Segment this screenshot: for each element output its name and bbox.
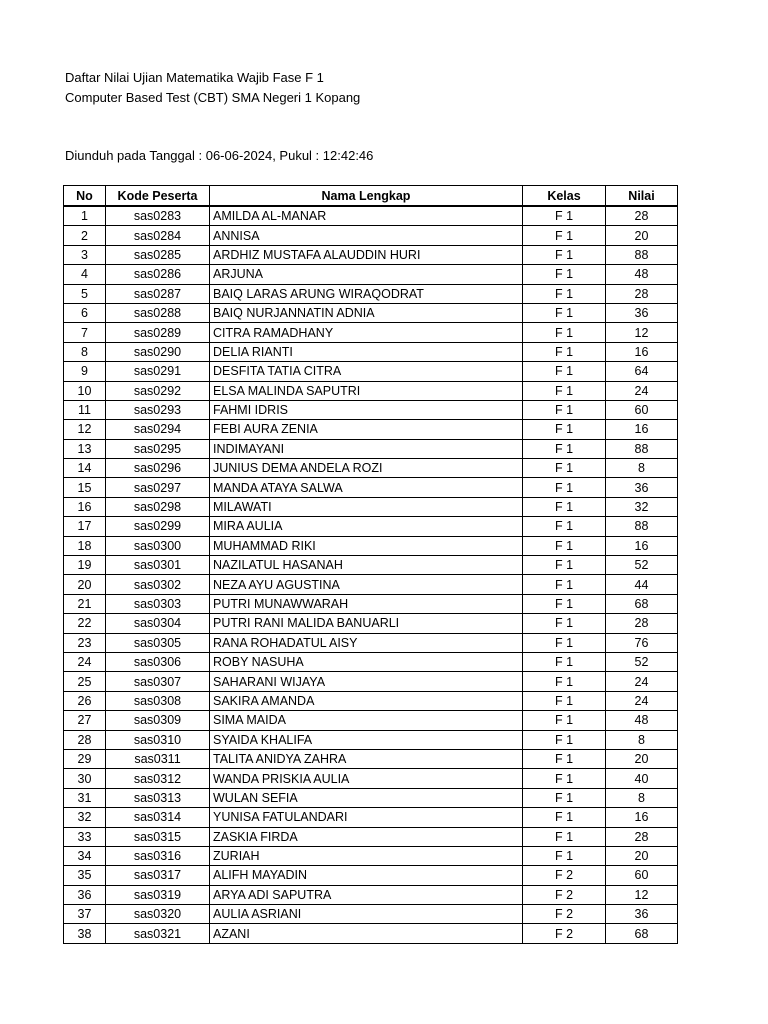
column-header-nilai: Nilai — [606, 186, 678, 207]
table-row — [64, 827, 678, 846]
table-row — [64, 633, 678, 652]
cell-kelas: F 1 — [523, 284, 606, 303]
cell-kelas: F 1 — [523, 575, 606, 594]
cell-kode-peserta: sas0291 — [106, 362, 210, 381]
cell-kode-peserta: sas0292 — [106, 381, 210, 400]
cell-no: 2 — [64, 226, 106, 245]
cell-kelas: F 1 — [523, 730, 606, 749]
table-row — [64, 808, 678, 827]
table-row — [64, 905, 678, 924]
cell-nilai: 68 — [606, 594, 678, 613]
cell-no: 28 — [64, 730, 106, 749]
download-timestamp: Diunduh pada Tanggal : 06-06-2024, Pukul : 12:42:46 — [65, 148, 374, 163]
cell-no: 32 — [64, 808, 106, 827]
table-row — [64, 517, 678, 536]
cell-kode-peserta: sas0296 — [106, 459, 210, 478]
cell-kelas: F 1 — [523, 536, 606, 555]
cell-kelas: F 1 — [523, 303, 606, 322]
cell-nama-lengkap: WULAN SEFIA — [210, 788, 523, 807]
cell-no: 16 — [64, 497, 106, 516]
cell-no: 23 — [64, 633, 106, 652]
cell-kode-peserta: sas0310 — [106, 730, 210, 749]
cell-nama-lengkap: JUNIUS DEMA ANDELA ROZI — [210, 459, 523, 478]
cell-no: 18 — [64, 536, 106, 555]
table-row — [64, 381, 678, 400]
table-row — [64, 614, 678, 633]
cell-nilai: 52 — [606, 556, 678, 575]
cell-nama-lengkap: ARJUNA — [210, 265, 523, 284]
document-subtitle: Computer Based Test (CBT) SMA Negeri 1 Kopang — [65, 90, 361, 105]
cell-no: 34 — [64, 846, 106, 865]
cell-nilai: 28 — [606, 614, 678, 633]
column-header-no: No — [64, 186, 106, 207]
cell-kode-peserta: sas0316 — [106, 846, 210, 865]
cell-kode-peserta: sas0317 — [106, 866, 210, 885]
cell-nilai: 48 — [606, 265, 678, 284]
cell-nilai: 88 — [606, 517, 678, 536]
cell-nilai: 64 — [606, 362, 678, 381]
cell-kelas: F 1 — [523, 206, 606, 226]
cell-kode-peserta: sas0298 — [106, 497, 210, 516]
cell-kelas: F 1 — [523, 691, 606, 710]
table-row — [64, 265, 678, 284]
cell-nama-lengkap: ROBY NASUHA — [210, 652, 523, 671]
cell-nilai: 24 — [606, 691, 678, 710]
cell-nilai: 68 — [606, 924, 678, 943]
cell-kode-peserta: sas0285 — [106, 245, 210, 264]
table-row — [64, 711, 678, 730]
cell-kode-peserta: sas0287 — [106, 284, 210, 303]
table-body — [64, 206, 678, 943]
cell-no: 15 — [64, 478, 106, 497]
cell-kode-peserta: sas0303 — [106, 594, 210, 613]
cell-kode-peserta: sas0320 — [106, 905, 210, 924]
cell-kode-peserta: sas0308 — [106, 691, 210, 710]
cell-nama-lengkap: NAZILATUL HASANAH — [210, 556, 523, 575]
cell-no: 26 — [64, 691, 106, 710]
cell-nama-lengkap: MUHAMMAD RIKI — [210, 536, 523, 555]
cell-nilai: 16 — [606, 342, 678, 361]
cell-kelas: F 1 — [523, 846, 606, 865]
cell-kelas: F 1 — [523, 827, 606, 846]
table-row — [64, 769, 678, 788]
cell-kelas: F 1 — [523, 459, 606, 478]
cell-nama-lengkap: TALITA ANIDYA ZAHRA — [210, 749, 523, 768]
cell-no: 12 — [64, 420, 106, 439]
cell-nilai: 28 — [606, 827, 678, 846]
cell-no: 29 — [64, 749, 106, 768]
table-row — [64, 400, 678, 419]
table-row — [64, 459, 678, 478]
cell-kelas: F 2 — [523, 924, 606, 943]
cell-nilai: 20 — [606, 846, 678, 865]
table-row — [64, 439, 678, 458]
column-header-nama-lengkap: Nama Lengkap — [210, 186, 523, 207]
cell-nama-lengkap: AULIA ASRIANI — [210, 905, 523, 924]
cell-nilai: 8 — [606, 730, 678, 749]
table-row — [64, 556, 678, 575]
cell-nilai: 20 — [606, 749, 678, 768]
cell-kelas: F 1 — [523, 245, 606, 264]
cell-no: 7 — [64, 323, 106, 342]
table-row — [64, 730, 678, 749]
cell-nilai: 88 — [606, 439, 678, 458]
cell-no: 21 — [64, 594, 106, 613]
cell-kelas: F 1 — [523, 711, 606, 730]
cell-nilai: 36 — [606, 905, 678, 924]
cell-kelas: F 1 — [523, 265, 606, 284]
table-row — [64, 536, 678, 555]
table-row — [64, 788, 678, 807]
cell-kelas: F 1 — [523, 381, 606, 400]
cell-no: 13 — [64, 439, 106, 458]
cell-kelas: F 1 — [523, 497, 606, 516]
document-title: Daftar Nilai Ujian Matematika Wajib Fase F 1 — [65, 70, 324, 85]
cell-nilai: 40 — [606, 769, 678, 788]
cell-no: 14 — [64, 459, 106, 478]
table-row — [64, 497, 678, 516]
cell-kelas: F 1 — [523, 342, 606, 361]
table-row — [64, 342, 678, 361]
cell-kode-peserta: sas0283 — [106, 206, 210, 226]
table-row — [64, 478, 678, 497]
cell-nilai: 60 — [606, 400, 678, 419]
cell-nama-lengkap: ELSA MALINDA SAPUTRI — [210, 381, 523, 400]
cell-kode-peserta: sas0306 — [106, 652, 210, 671]
cell-no: 10 — [64, 381, 106, 400]
cell-no: 33 — [64, 827, 106, 846]
cell-nilai: 88 — [606, 245, 678, 264]
cell-kode-peserta: sas0309 — [106, 711, 210, 730]
cell-nama-lengkap: FAHMI IDRIS — [210, 400, 523, 419]
cell-nilai: 8 — [606, 459, 678, 478]
cell-kode-peserta: sas0301 — [106, 556, 210, 575]
cell-nama-lengkap: FEBI AURA ZENIA — [210, 420, 523, 439]
cell-nilai: 60 — [606, 866, 678, 885]
cell-nilai: 32 — [606, 497, 678, 516]
cell-no: 30 — [64, 769, 106, 788]
cell-no: 37 — [64, 905, 106, 924]
cell-kelas: F 1 — [523, 226, 606, 245]
cell-nama-lengkap: SIMA MAIDA — [210, 711, 523, 730]
cell-kelas: F 2 — [523, 905, 606, 924]
cell-nama-lengkap: CITRA RAMADHANY — [210, 323, 523, 342]
table-row — [64, 206, 678, 226]
cell-nilai: 24 — [606, 672, 678, 691]
cell-kelas: F 1 — [523, 420, 606, 439]
cell-kelas: F 1 — [523, 400, 606, 419]
cell-kelas: F 1 — [523, 323, 606, 342]
cell-nilai: 12 — [606, 885, 678, 904]
cell-no: 35 — [64, 866, 106, 885]
cell-nama-lengkap: MIRA AULIA — [210, 517, 523, 536]
cell-nilai: 16 — [606, 808, 678, 827]
cell-nama-lengkap: NEZA AYU AGUSTINA — [210, 575, 523, 594]
table-row — [64, 303, 678, 322]
cell-kelas: F 1 — [523, 788, 606, 807]
table-row — [64, 362, 678, 381]
table-row — [64, 885, 678, 904]
table-row — [64, 575, 678, 594]
cell-kelas: F 1 — [523, 633, 606, 652]
cell-no: 36 — [64, 885, 106, 904]
cell-nama-lengkap: ARYA ADI SAPUTRA — [210, 885, 523, 904]
cell-no: 38 — [64, 924, 106, 943]
cell-nama-lengkap: SYAIDA KHALIFA — [210, 730, 523, 749]
cell-nama-lengkap: AMILDA AL-MANAR — [210, 206, 523, 226]
cell-kode-peserta: sas0305 — [106, 633, 210, 652]
cell-nama-lengkap: MILAWATI — [210, 497, 523, 516]
cell-kode-peserta: sas0314 — [106, 808, 210, 827]
table-row — [64, 594, 678, 613]
cell-no: 1 — [64, 206, 106, 226]
cell-nama-lengkap: PUTRI MUNAWWARAH — [210, 594, 523, 613]
cell-nilai: 36 — [606, 478, 678, 497]
cell-nama-lengkap: ALIFH MAYADIN — [210, 866, 523, 885]
cell-nama-lengkap: AZANI — [210, 924, 523, 943]
cell-no: 17 — [64, 517, 106, 536]
table-row — [64, 226, 678, 245]
column-header-kode-peserta: Kode Peserta — [106, 186, 210, 207]
table-row — [64, 749, 678, 768]
cell-nama-lengkap: RANA ROHADATUL AISY — [210, 633, 523, 652]
cell-kode-peserta: sas0289 — [106, 323, 210, 342]
cell-nilai: 16 — [606, 420, 678, 439]
cell-kode-peserta: sas0304 — [106, 614, 210, 633]
cell-nama-lengkap: WANDA PRISKIA AULIA — [210, 769, 523, 788]
cell-no: 11 — [64, 400, 106, 419]
cell-kelas: F 1 — [523, 749, 606, 768]
cell-kelas: F 1 — [523, 517, 606, 536]
cell-nilai: 20 — [606, 226, 678, 245]
cell-nilai: 24 — [606, 381, 678, 400]
cell-nilai: 12 — [606, 323, 678, 342]
cell-nilai: 28 — [606, 206, 678, 226]
cell-nama-lengkap: ZURIAH — [210, 846, 523, 865]
cell-kode-peserta: sas0286 — [106, 265, 210, 284]
cell-no: 5 — [64, 284, 106, 303]
cell-kelas: F 1 — [523, 652, 606, 671]
cell-kode-peserta: sas0293 — [106, 400, 210, 419]
table-row — [64, 245, 678, 264]
cell-nama-lengkap: ANNISA — [210, 226, 523, 245]
cell-no: 8 — [64, 342, 106, 361]
cell-nilai: 28 — [606, 284, 678, 303]
cell-no: 31 — [64, 788, 106, 807]
cell-kelas: F 1 — [523, 556, 606, 575]
table-row — [64, 323, 678, 342]
cell-no: 25 — [64, 672, 106, 691]
cell-nama-lengkap: MANDA ATAYA SALWA — [210, 478, 523, 497]
cell-kelas: F 1 — [523, 439, 606, 458]
cell-kode-peserta: sas0319 — [106, 885, 210, 904]
cell-kelas: F 1 — [523, 808, 606, 827]
cell-no: 27 — [64, 711, 106, 730]
cell-nama-lengkap: ARDHIZ MUSTAFA ALAUDDIN HURI — [210, 245, 523, 264]
cell-nama-lengkap: DESFITA TATIA CITRA — [210, 362, 523, 381]
table-row — [64, 672, 678, 691]
cell-kelas: F 1 — [523, 594, 606, 613]
cell-nilai: 52 — [606, 652, 678, 671]
table-row — [64, 284, 678, 303]
cell-kode-peserta: sas0312 — [106, 769, 210, 788]
cell-kode-peserta: sas0284 — [106, 226, 210, 245]
cell-kode-peserta: sas0295 — [106, 439, 210, 458]
table-row — [64, 846, 678, 865]
cell-nilai: 44 — [606, 575, 678, 594]
cell-nama-lengkap: SAHARANI WIJAYA — [210, 672, 523, 691]
column-header-kelas: Kelas — [523, 186, 606, 207]
cell-kelas: F 1 — [523, 614, 606, 633]
cell-kode-peserta: sas0299 — [106, 517, 210, 536]
cell-nilai: 76 — [606, 633, 678, 652]
cell-nilai: 8 — [606, 788, 678, 807]
cell-no: 4 — [64, 265, 106, 284]
cell-nama-lengkap: DELIA RIANTI — [210, 342, 523, 361]
cell-no: 22 — [64, 614, 106, 633]
cell-kelas: F 1 — [523, 769, 606, 788]
cell-kode-peserta: sas0300 — [106, 536, 210, 555]
cell-nilai: 36 — [606, 303, 678, 322]
cell-kelas: F 1 — [523, 478, 606, 497]
cell-kode-peserta: sas0315 — [106, 827, 210, 846]
table-header-row — [64, 186, 678, 207]
cell-kelas: F 2 — [523, 885, 606, 904]
cell-nama-lengkap: SAKIRA AMANDA — [210, 691, 523, 710]
cell-nama-lengkap: PUTRI RANI MALIDA BANUARLI — [210, 614, 523, 633]
cell-kode-peserta: sas0290 — [106, 342, 210, 361]
cell-nama-lengkap: BAIQ NURJANNATIN ADNIA — [210, 303, 523, 322]
cell-kode-peserta: sas0288 — [106, 303, 210, 322]
table-row — [64, 420, 678, 439]
cell-kode-peserta: sas0302 — [106, 575, 210, 594]
cell-kelas: F 2 — [523, 866, 606, 885]
cell-no: 20 — [64, 575, 106, 594]
cell-nilai: 48 — [606, 711, 678, 730]
table-row — [64, 652, 678, 671]
table-row — [64, 924, 678, 943]
cell-no: 6 — [64, 303, 106, 322]
cell-no: 3 — [64, 245, 106, 264]
cell-kelas: F 1 — [523, 672, 606, 691]
cell-kode-peserta: sas0311 — [106, 749, 210, 768]
cell-no: 9 — [64, 362, 106, 381]
cell-nama-lengkap: YUNISA FATULANDARI — [210, 808, 523, 827]
cell-kelas: F 1 — [523, 362, 606, 381]
grades-table — [63, 185, 678, 944]
cell-nama-lengkap: ZASKIA FIRDA — [210, 827, 523, 846]
cell-kode-peserta: sas0294 — [106, 420, 210, 439]
cell-kode-peserta: sas0297 — [106, 478, 210, 497]
table-row — [64, 866, 678, 885]
cell-kode-peserta: sas0307 — [106, 672, 210, 691]
cell-nama-lengkap: BAIQ LARAS ARUNG WIRAQODRAT — [210, 284, 523, 303]
cell-kode-peserta: sas0321 — [106, 924, 210, 943]
cell-nama-lengkap: INDIMAYANI — [210, 439, 523, 458]
cell-no: 24 — [64, 652, 106, 671]
cell-kode-peserta: sas0313 — [106, 788, 210, 807]
table-row — [64, 691, 678, 710]
cell-nilai: 16 — [606, 536, 678, 555]
cell-no: 19 — [64, 556, 106, 575]
